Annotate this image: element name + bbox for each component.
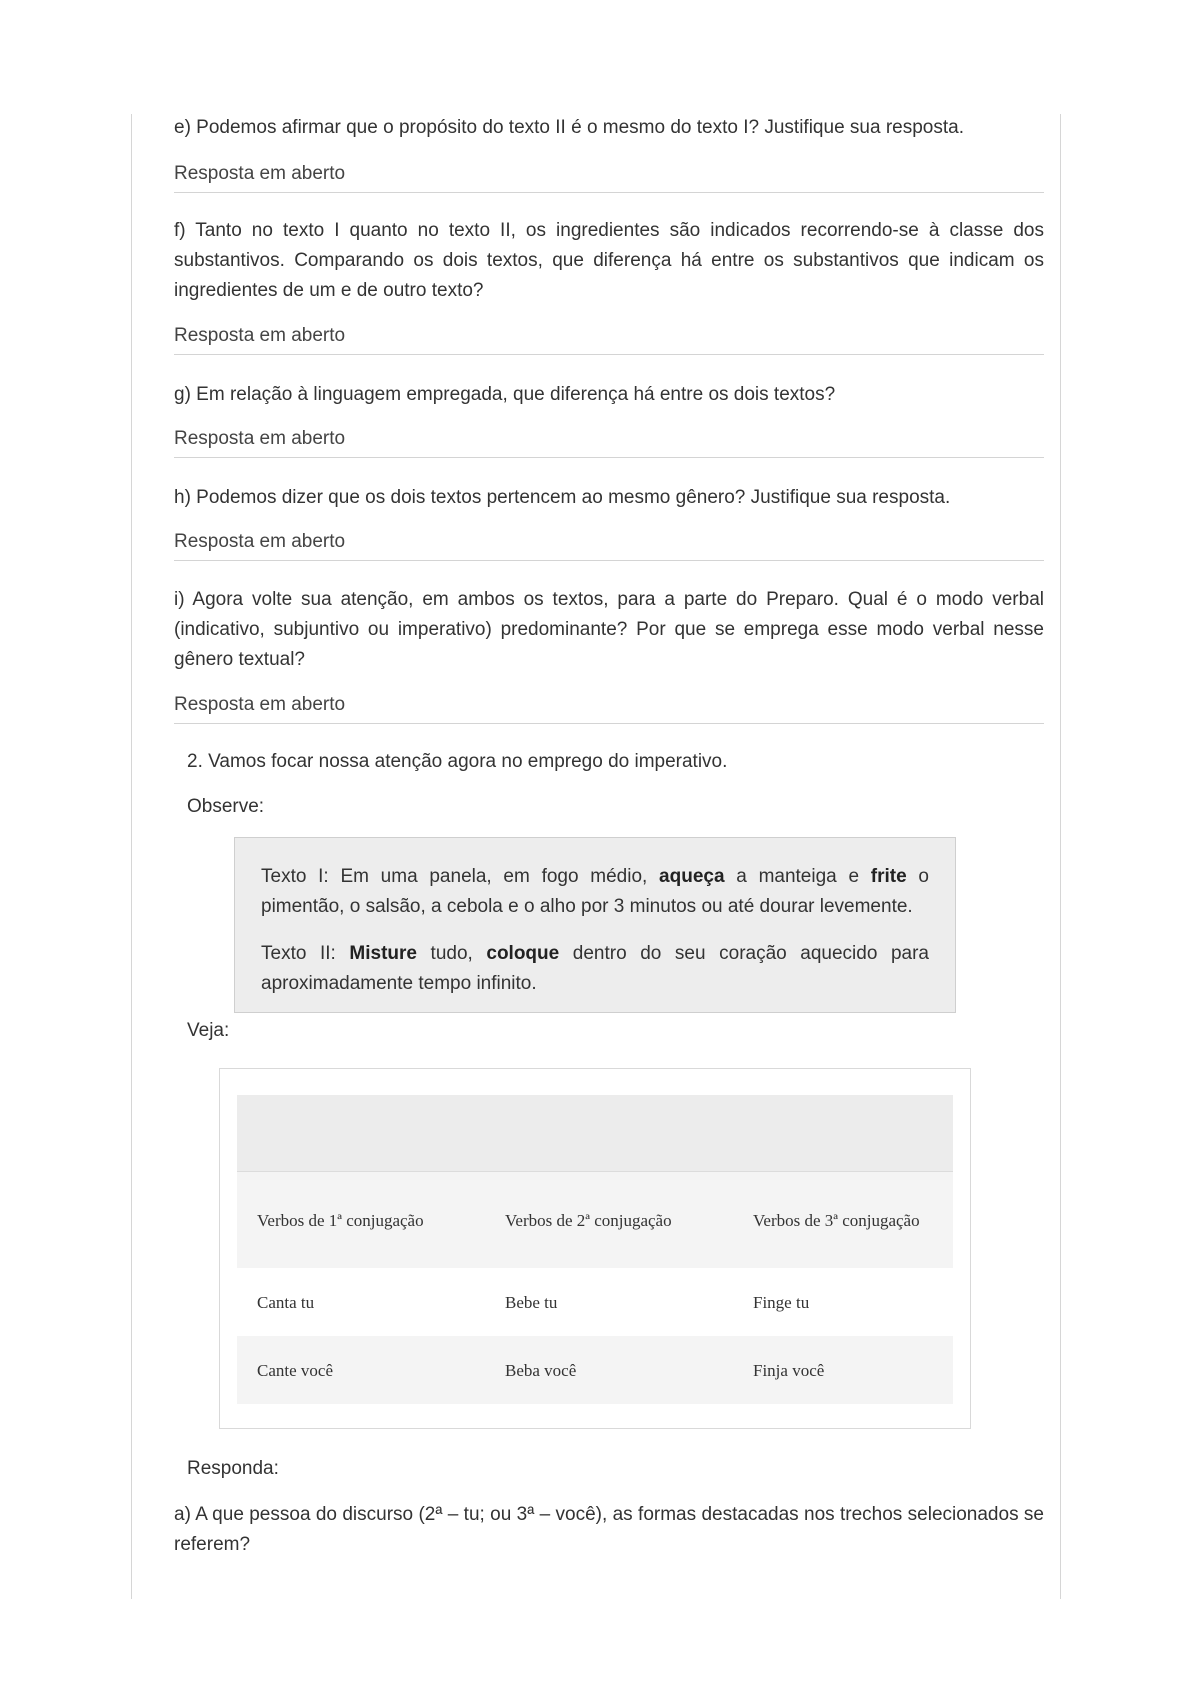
table-cell: Canta tu — [237, 1268, 485, 1336]
highlighted-verb: coloque — [486, 943, 560, 964]
veja-label: Veja: — [187, 1020, 230, 1041]
observe-label: Observe: — [187, 796, 265, 817]
table-cell: Cante você — [237, 1336, 485, 1404]
answer-i[interactable]: Resposta em aberto — [174, 691, 1044, 724]
quote-box — [234, 837, 956, 1013]
highlighted-verb: Misture — [349, 943, 417, 964]
responda-label: Responda: — [187, 1458, 279, 1479]
table-header-cell: Verbos de 2ª conjugação — [485, 1172, 733, 1269]
question-h: h) Podemos dizer que os dois textos pertencem ao mesmo gênero? Justifique sua resposta. — [174, 487, 951, 508]
question-e: e) Podemos afirmar que o propósito do texto II é o mesmo do texto I? Justifique sua resposta. — [174, 117, 964, 138]
table-cell: Bebe tu — [485, 1268, 733, 1336]
conjugation-table — [237, 1095, 953, 1404]
highlighted-verb: aqueça — [659, 866, 725, 887]
table-header-cell: Verbos de 1ª conjugação — [237, 1172, 485, 1269]
answer-g[interactable]: Resposta em aberto — [174, 425, 1044, 458]
table-empty-header-row — [237, 1095, 953, 1172]
table-cell: Finge tu — [733, 1268, 953, 1336]
quote-texto-1: Texto I: Em uma panela, em fogo médio, aqueça a manteiga e frite o pimentão, o salsão, a cebola e o alho por 3 minutos ou até dourar levemente. — [261, 866, 929, 917]
highlighted-verb: frite — [870, 866, 907, 887]
answer-h[interactable]: Resposta em aberto — [174, 528, 1044, 561]
question-f: f) Tanto no texto I quanto no texto II, os ingredientes são indicados recorrendo-se à classe dos substantivos. Comparando os dois textos, que diferença há entre os substantivos que indicam os ingredientes de um e de outro texto? — [174, 220, 1044, 301]
table-header-row — [237, 1172, 953, 1269]
question-2a: a) A que pessoa do discurso (2ª – tu; ou 3ª – você), as formas destacadas nos trechos selecionados se referem? — [174, 1504, 1044, 1555]
section-2-title: 2. Vamos focar nossa atenção agora no emprego do imperativo. — [187, 751, 728, 772]
table-row — [237, 1268, 953, 1336]
table-row — [237, 1336, 953, 1404]
question-i: i) Agora volte sua atenção, em ambos os textos, para a parte do Preparo. Qual é o modo verbal (indicativo, subjuntivo ou imperativo) predominante? Por que se emprega esse modo verbal nesse gênero textual? — [174, 589, 1044, 670]
answer-e[interactable]: Resposta em aberto — [174, 160, 1044, 193]
answer-f[interactable]: Resposta em aberto — [174, 322, 1044, 355]
table-header-cell: Verbos de 3ª conjugação — [733, 1172, 953, 1269]
question-g: g) Em relação à linguagem empregada, que diferença há entre os dois textos? — [174, 384, 836, 405]
conjugation-table-box — [219, 1068, 971, 1429]
table-cell: Finja você — [733, 1336, 953, 1404]
table-cell: Beba você — [485, 1336, 733, 1404]
quote-texto-2: Texto II: Misture tudo, coloque dentro do seu coração aquecido para aproximadamente tempo infinito. — [261, 943, 930, 994]
